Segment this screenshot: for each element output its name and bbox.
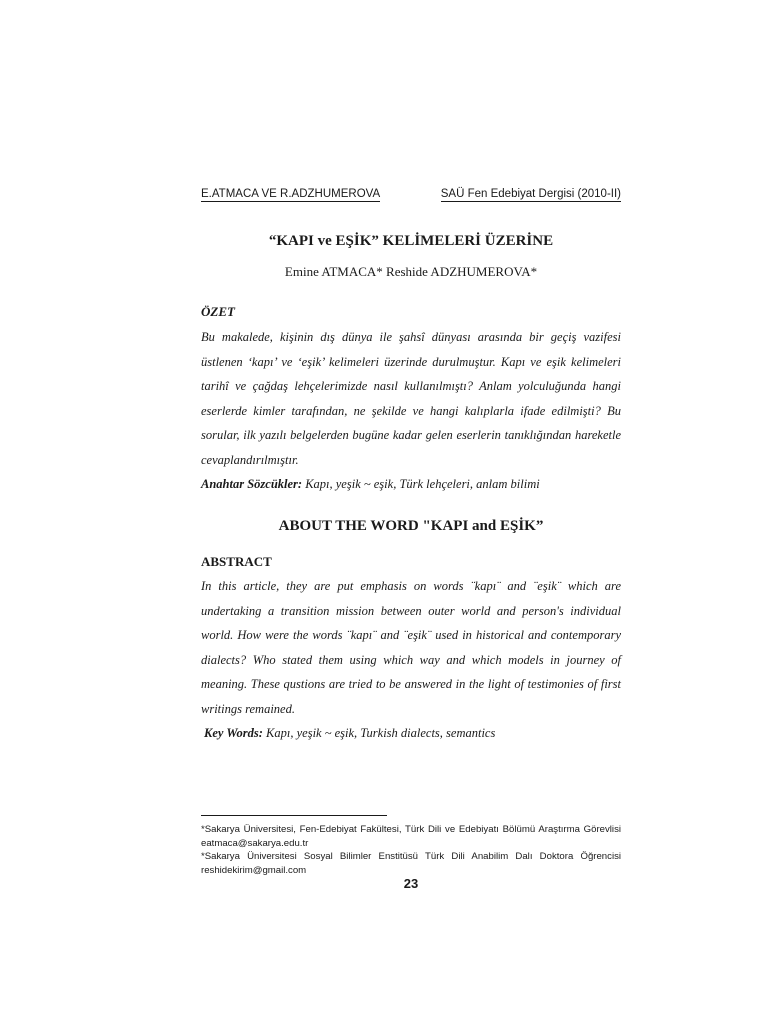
abstract-keywords — [204, 726, 624, 741]
header-journal: SAÜ Fen Edebiyat Dergisi (2010-II) — [440, 188, 621, 200]
article-title: “KAPI ve EŞİK” KELİMELERİ ÜZERİNE — [268, 233, 554, 249]
ozet-keywords-label: Anahtar Sözcükler: — [201, 477, 303, 491]
footnote-1: *Sakarya Üniversitesi, Fen-Edebiyat Fakültesi, Türk Dili ve Edebiyatı Bölümü Araştırma Görevlisi eatmaca@sakarya.edu.tr — [201, 824, 621, 849]
footnote-2: *Sakarya Üniversitesi Sosyal Bilimler Enstitüsü Türk Dili Anabilim Dalı Doktora Öğrencisi reshidekirim@gmail.com — [201, 851, 621, 876]
running-header — [201, 188, 621, 202]
ozet-keywords — [201, 477, 621, 492]
header-authors: E.ATMACA VE R.ADZHUMEROVA — [201, 188, 381, 200]
article-authors: Emine ATMACA* Reshide ADZHUMEROVA* — [284, 264, 538, 279]
ozet-heading: ÖZET — [201, 304, 235, 319]
footnote-divider — [201, 815, 387, 816]
abstract-keywords-list: Kapı, yeşik ~ eşik, Turkish dialects, semantics — [262, 726, 496, 740]
english-title: ABOUT THE WORD "KAPI and EŞİK” — [278, 518, 544, 534]
abstract-heading: ABSTRACT — [201, 554, 272, 569]
ozet-keywords-list: Kapı, yeşik ~ eşik, Türk lehçeleri, anlam bilimi — [302, 477, 540, 491]
ozet-text: Bu makalede, kişinin dış dünya ile şahsî dünyası arasında bir geçiş vazifesi üstlenen ‘kapı’ ve ‘eşik’ kelimeleri üzerinde durulmuştur. Kapı ve eşik kelimeleri tarihî ve çağdaş lehçelerimizde nasıl kullanılmıştı? Anlam yolculuğunda hangi eserlerde kimler tarafından, ne şekilde ve hangi kalıplarla ifade edilmişti? Bu sorular, ilk yazılı belgelerden bugüne kadar gelen eserlerin tanıklığından hareketle cevaplandırılmıştır. — [201, 330, 621, 467]
footnotes — [201, 823, 621, 877]
abstract-text: In this article, they are put emphasis on words ¨kapı¨ and ¨eşik¨ which are undertaking a transition mission between outer world and person's individual world. How were the words ¨kapı¨ and ¨eşik¨ used in historical and contemporary dialects? Who stated them using which way and which models in journey of meaning. These qustions are tried to be answered in the light of testimonies of first writings remained. — [201, 579, 621, 716]
abstract-keywords-label: Key Words: — [204, 726, 263, 740]
page-number: 23 — [403, 876, 419, 891]
